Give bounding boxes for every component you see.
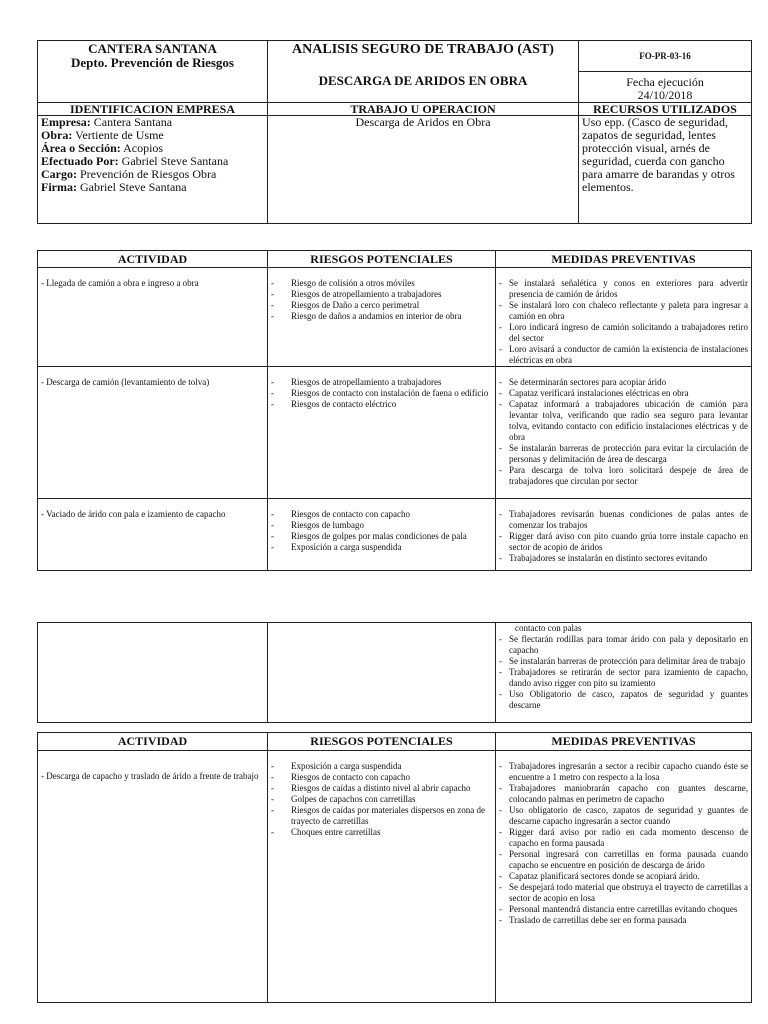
measure-item: - Rigger dará aviso con pito cuando grúa torre instale capacho en sector de acopio de áridos xyxy=(499,531,748,553)
ident-operation-header: TRABAJO U OPERACION xyxy=(268,103,579,116)
ident-resources-header: RECURSOS UTILIZADOS xyxy=(579,103,752,116)
risk-item: - Riesgos de contacto con instalación de faena o edificio xyxy=(271,388,492,399)
fecha-label: Fecha ejecución xyxy=(626,75,704,89)
company-cell xyxy=(38,41,268,103)
risk-item: - Riesgos de contacto con capacho xyxy=(271,509,492,520)
risk-item: - Exposición a carga suspendida xyxy=(271,542,492,553)
operation-value: Descarga de Aridos en Obra xyxy=(268,116,579,224)
risk-item: - Riesgos de atropellamiento a trabajadores xyxy=(271,377,492,388)
measure-item: - Uso obligatorio de casco, zapatos de seguridad y guantes de descarne capacho ingresarán a sector cuando xyxy=(499,805,748,827)
risk-item: - Riesgos de atropellamiento a trabajadores xyxy=(271,289,492,300)
risk-item: - Riesgo de colisión a otros móviles xyxy=(271,278,492,289)
risk-item: - Riesgos de contacto eléctrico xyxy=(271,399,492,410)
risk-item: - Riesgos de caídas por materiales dispersos en zona de trayecto de carretillas xyxy=(271,805,492,827)
risk-item: - Riesgos de contacto con capacho xyxy=(271,772,492,783)
risk-item: - Riesgo de daños a andamios en interior de obra xyxy=(271,311,492,322)
measure-item: - Se despejará todo material que obstruya el trayecto de carretillas a sector de acopio en losa xyxy=(499,882,748,904)
measure-item: - Capataz verificará instalaciones eléctricas en obra xyxy=(499,388,748,399)
risk-item: - Riesgos de Daño a cerco perimetral xyxy=(271,300,492,311)
measure-item: - Rigger dará aviso por radio en cada momento descenso de capacho en forma pausada xyxy=(499,827,748,849)
measure-item: - Capataz planificará sectores donde se acopiará árido. xyxy=(499,871,748,882)
field-cargo: Cargo: Prevención de Riesgos Obra xyxy=(41,167,217,181)
measures-3 xyxy=(496,499,752,571)
measure-item: - Personal ingresará con carretillas en forma pausada cuando capacho se encuentre en posición de descarga de árido xyxy=(499,849,748,871)
field-firma: Firma: Gabriel Steve Santana xyxy=(41,180,187,194)
measure-item: - Se instalará señalética y conos en exteriores para advertir presencia de camión de áridos xyxy=(499,278,748,300)
measures-2 xyxy=(496,367,752,499)
risks-3 xyxy=(268,499,496,571)
measure-item: - Trabajadores se instalarán en distinto sectores evitando xyxy=(499,553,748,564)
measures-1 xyxy=(496,268,752,367)
measure-item: - Loro indicará ingreso de camión solicitando a trabajadores retiro del sector xyxy=(499,322,748,344)
activity-1: - Llegada de camión a obra e ingreso a obra xyxy=(38,268,268,367)
risks-4 xyxy=(268,751,496,1003)
continued-measures xyxy=(496,623,752,723)
field-area: Área o Sección: Acopios xyxy=(41,141,164,155)
measure-item: - Capataz informará a trabajadores ubicación de camión para levantar tolva, verificando que radio sea seguro para levantar tolva, evitando contacto con edificio instalaciones eléctricas y de obra xyxy=(499,399,748,443)
measures-4 xyxy=(496,751,752,1003)
department-name: Depto. Prevención de Riesgos xyxy=(71,55,234,70)
risk-item: - Golpes de capachos con carretillas xyxy=(271,794,492,805)
risk-table-2 xyxy=(37,732,751,1003)
measure-item: - Uso Obligatorio de casco, zapatos de seguridad y guantes descarne xyxy=(499,689,748,711)
measure-item: - Trabajadores ingresarán a sector a recibir capacho cuando éste se encuentre a 1 metro con respecto a la losa xyxy=(499,761,748,783)
measure-item: - Loro avisará a conductor de camión la existencia de instalaciones eléctricas en obra xyxy=(499,344,748,366)
title-cell xyxy=(268,41,579,103)
empty-risk-cell xyxy=(268,623,496,723)
company-name: CANTERA SANTANA xyxy=(88,41,217,56)
risk-item: - Riesgos de caídas a distinto nivel al abrir capacho xyxy=(271,783,492,794)
measure-item: - Para descarga de tolva loro solicitará despeje de área de trabajadores que circulan por sector xyxy=(499,465,748,487)
col-riesgos-header: RIESGOS POTENCIALES xyxy=(268,251,496,268)
risks-2 xyxy=(268,367,496,499)
col-medidas-header-2: MEDIDAS PREVENTIVAS xyxy=(496,733,752,751)
measure-item: - Trabajadores revisarán buenas condiciones de palas antes de comenzar los trabajos xyxy=(499,509,748,531)
col-riesgos-header-2: RIESGOS POTENCIALES xyxy=(268,733,496,751)
risk-item: - Exposición a carga suspendida xyxy=(271,761,492,772)
measure-item: - Trabajadores se retirarán de sector para izamiento de capacho, dando aviso rigger con pito su izamiento xyxy=(499,667,748,689)
form-code: FO-PR-03-16 xyxy=(579,41,751,72)
measure-item: - Traslado de carretillas debe ser en forma pausada xyxy=(499,915,748,926)
header-table xyxy=(37,40,752,224)
risk-item: - Riesgos de lumbago xyxy=(271,520,492,531)
company-info xyxy=(38,116,268,224)
task-title: DESCARGA DE ARIDOS EN OBRA xyxy=(318,73,528,88)
measure-item: - Se flectarán rodillas para tomar árido con pala y depositarlo en capacho xyxy=(499,634,748,656)
resources-value: Uso epp. (Casco de seguridad, zapatos de seguridad, lentes protección visual, arnés de seguridad, cuerda con gancho para amarre de barandas y otros elementos. xyxy=(579,116,752,224)
risk-item: - Riesgos de golpes por malas condiciones de pala xyxy=(271,531,492,542)
field-obra: Obra: Vertiente de Usme xyxy=(41,128,164,142)
field-efectuado: Efectuado Por: Gabriel Steve Santana xyxy=(41,154,229,168)
field-empresa: Empresa: Cantera Santana xyxy=(41,115,173,129)
measure-item: - Se instalarán barreras de protección para evitar la circulación de personas y delimitación de área de descarga xyxy=(499,443,748,465)
continued-line: contacto con palas xyxy=(515,623,582,633)
document-title: ANALISIS SEGURO DE TRABAJO (AST) xyxy=(292,42,554,57)
activity-2: - Descarga de camión (levantamiento de tolva) xyxy=(38,367,268,499)
measure-item: - Se instalará loro con chaleco reflectante y paleta para ingresar a camión en obra xyxy=(499,300,748,322)
ident-company-header: IDENTIFICACION EMPRESA xyxy=(38,103,268,116)
measure-item: - Personal mantendrá distancia entre carretillas evitando choques xyxy=(499,904,748,915)
continuation-table xyxy=(37,622,751,723)
col-actividad-header-2: ACTIVIDAD xyxy=(38,733,268,751)
code-date-cell xyxy=(579,41,752,103)
col-actividad-header: ACTIVIDAD xyxy=(38,251,268,268)
activity-3: - Vaciado de árido con pala e izamiento de capacho xyxy=(38,499,268,571)
risk-table-1 xyxy=(37,250,751,571)
col-medidas-header: MEDIDAS PREVENTIVAS xyxy=(496,251,752,268)
header-block xyxy=(37,40,751,226)
activity-4: - Descarga de capacho y traslado de árido a frente de trabajo xyxy=(38,751,268,1003)
measure-item: - Se determinarán sectores para acopiar árido xyxy=(499,377,748,388)
risk-item: - Choques entre carretillas xyxy=(271,827,492,838)
measure-item: - Trabajadores maniobrarán capacho con guantes descarne, colocando palmas en perímetro de capacho xyxy=(499,783,748,805)
measure-item: - Se instalarán barreras de protección para delimitar área de trabajo xyxy=(499,656,748,667)
risks-1 xyxy=(268,268,496,367)
empty-activity-cell xyxy=(38,623,268,723)
fecha-value: 24/10/2018 xyxy=(637,88,693,102)
